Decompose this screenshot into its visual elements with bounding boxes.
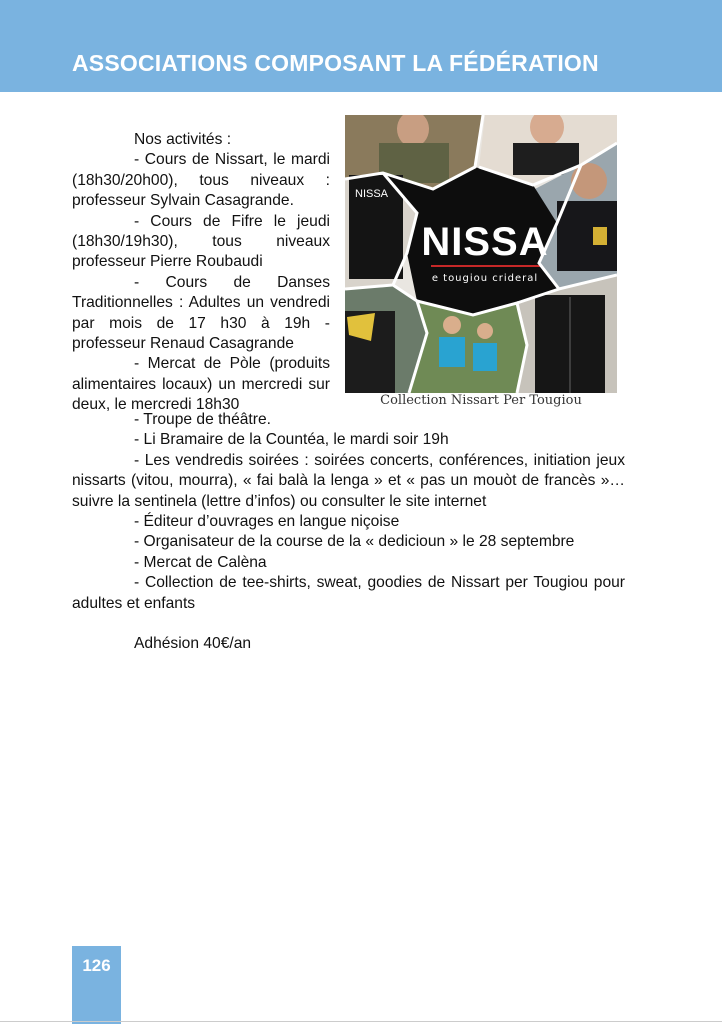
center-brand-text: NISSA [421, 220, 549, 264]
page-title: ASSOCIATIONS COMPOSANT LA FÉDÉRATION [72, 50, 599, 76]
page-number-tab [72, 946, 121, 1024]
activity-item: - Mercat de Pòle (produits alimentaires locaux) un mercredi sur deux, le mercredi 18h30 [72, 355, 330, 414]
collage-image [345, 115, 617, 393]
activity-item: - Troupe de théâtre. [134, 411, 271, 428]
activity-item: - Éditeur d’ouvrages en langue niçoise [134, 513, 400, 531]
activity-item: - Organisateur de la course de la « dedicioun » le 28 septembre [134, 533, 575, 551]
activity-item: - Cours de Nissart, le mardi (18h30/20h00), tous niveaux : professeur Sylvain Casagrande. [72, 151, 330, 210]
bottom-divider [0, 1021, 722, 1022]
collage-caption: Collection Nissart Per Tougiou [380, 393, 582, 408]
activity-item: - Les vendredis soirées : soirées concerts, conférences, initiation jeux nissarts (vitou, mourra), « fai balà la lenga » et « pas un mouòt de francès »… suivre la sentinela (lettre d’infos) ou consulter le site internet [72, 451, 625, 510]
page-number: 126 [82, 956, 111, 975]
activity-item: - Cours de Danses Traditionnelles : Adultes un vendredi par mois de 17 h30 à 19h - professeur Renaud Casagrande [72, 273, 330, 353]
photo-blue-tee [473, 343, 497, 371]
photo-blue-tee [439, 337, 465, 367]
activity-item: - Collection de tee-shirts, sweat, goodies de Nissart per Tougiou pour adultes et enfants [72, 574, 625, 612]
activity-item: - Cours de Fifre le jeudi (18h30/19h30), tous niveaux professeur Pierre Roubaudi [72, 212, 330, 271]
photo-face [477, 323, 493, 339]
merchandise-photo-collage [345, 115, 617, 393]
page-header [0, 0, 722, 92]
activity-item: - Mercat de Calèna [134, 553, 267, 571]
crest-icon [593, 227, 607, 245]
activities-full-width [72, 410, 625, 655]
center-red-stripe [431, 265, 541, 267]
shirt-brand-text: NISSA [355, 188, 389, 200]
activities-heading: Nos activités : [134, 131, 232, 148]
photo-face [443, 316, 461, 334]
activity-item: - Li Bramaire de la Countéa, le mardi soir 19h [134, 431, 449, 449]
center-tagline-text: e tougiou crideral [431, 273, 539, 284]
photo-black-hoodie [557, 201, 617, 271]
membership-fee: Adhésion 40€/an [134, 635, 252, 653]
activities-left-column [72, 130, 330, 416]
